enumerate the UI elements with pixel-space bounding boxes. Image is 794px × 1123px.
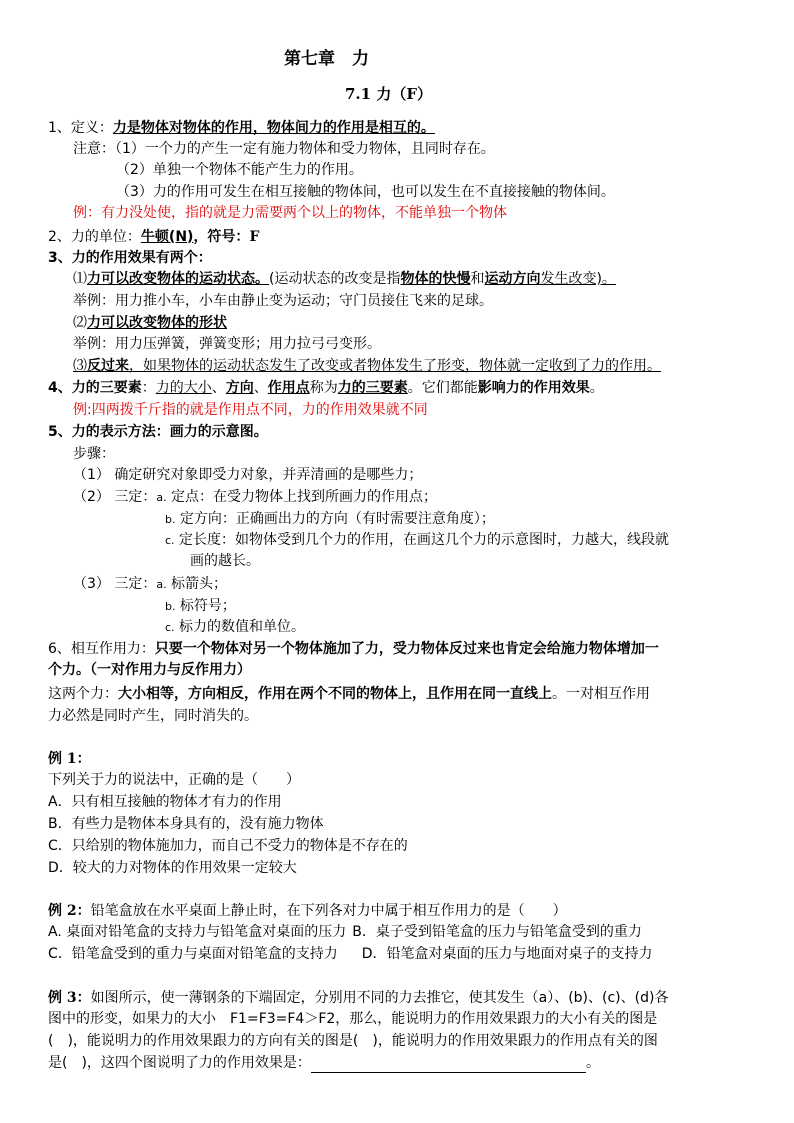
effect-3-marker: ⑶	[73, 358, 87, 374]
step-3b-line	[165, 596, 236, 617]
step-3b-marker: b.	[165, 600, 176, 613]
interaction-line-3	[48, 684, 650, 704]
effect-2-text: 力可以改变物体的形状	[87, 315, 227, 331]
step-2a-marker: a.	[156, 491, 167, 504]
symbol-text: F	[249, 229, 260, 245]
step-3c-line	[165, 617, 305, 638]
example-3-line-3: ( )，能说明力的作用效果跟力的方向有关的图是( )，能说明力的作用效果跟力的作用点有关的图	[48, 1033, 658, 1049]
example-2-option-b: B．桌子受到铅笔盒的压力与铅笔盒受到的重力	[352, 924, 642, 940]
example-3-line-2: 图中的形变，如果力的大小 F1=F3=F4＞F2，那么，能说明力的作用效果跟力的大小有关的图是	[48, 1011, 658, 1027]
example-3-label: 例 3：	[48, 990, 91, 1006]
step-3c-marker: c.	[165, 621, 175, 634]
example-2-question: 铅笔盒放在水平桌面上静止时，在下列各对力中属于相互作用力的是（ ）	[90, 903, 567, 919]
section-subtitle: 7.1 力（F）	[345, 85, 432, 103]
definition-text: 力是物体对物体的作用，物体间力的作用是相互的。	[112, 120, 435, 136]
effect-2-example: 举例：用力压弹簧，弹簧变形；用力拉弓弓变形。	[73, 336, 381, 352]
example-1-option-a: A．只有相互接触的物体才有力的作用	[48, 794, 282, 810]
effect-1-a: (运动状态的改变是指	[269, 271, 401, 287]
example-2-line	[48, 901, 567, 921]
step-2c: 定长度：如物体受到几个力的作用，在画这几个力的示意图时，力越大，线段就	[174, 532, 669, 548]
unit-line	[48, 227, 259, 247]
example-3-text-1: 如图所示，使一薄钢条的下端固定，分别用不同的力去推它，使其发生（a）、(b)、(c)、(d)各	[90, 990, 669, 1006]
step-2-label: （2） 三定：	[73, 489, 157, 505]
step-2c-cont: 画的越长。	[190, 553, 260, 569]
end-text-2: 。	[589, 380, 604, 396]
example-1-label: 例 1：	[48, 751, 91, 767]
step-3c: 标力的数值和单位。	[174, 619, 305, 635]
example-3-end: 。	[585, 1055, 600, 1071]
item-3-label: 3、力的作用效果有两个：	[48, 250, 212, 266]
example-note-red-2: 例:四两拨千斤指的就是作用点不同，力的作用效果就不同	[73, 402, 428, 418]
effect-1-example: 举例：用力推小车，小车由静止变为运动；守门员接住飞来的足球。	[73, 293, 493, 309]
effect-1-e: 发生改变)。	[540, 271, 616, 287]
step-1: （1） 确定研究对象即受力对象，并弄清画的是哪些力；	[73, 467, 423, 483]
sep-2: 、	[253, 380, 268, 396]
item-2-label: 2、力的单位：	[48, 229, 141, 245]
step-2-line	[73, 487, 437, 508]
interaction-text-1: 只要一个物体对另一个物体施加了力，受力物体反过来也肯定会给施力物体增加一	[154, 641, 659, 657]
interaction-line-2: 个力。（一对作用力与反作用力）	[48, 662, 251, 678]
interaction-end: 。一对相互作用	[552, 686, 650, 702]
effect-1-b: 物体的快慢	[400, 271, 471, 287]
step-3-line	[73, 574, 227, 595]
example-2-label: 例 2：	[48, 903, 91, 919]
answer-blank[interactable]	[311, 1058, 586, 1073]
element-direction: 方向	[225, 380, 254, 396]
item-4-label: 4、力的三要素	[48, 380, 142, 396]
step-3a-marker: a.	[156, 578, 167, 591]
interaction-pre: 这两个力：	[48, 686, 118, 702]
effect-1-marker: ⑴	[73, 271, 87, 287]
step-3b: 标符号；	[175, 598, 236, 614]
sep-1: 、	[211, 380, 226, 396]
three-elements-term: 力的三要素	[337, 380, 408, 396]
end-text-1: 。它们都能	[407, 380, 478, 396]
step-2b: 定方向：正确画出力的方向（有时需要注意角度）；	[175, 511, 495, 527]
effect-3-line	[73, 356, 661, 376]
example-1-option-b: B．有些力是物体本身具有的，没有施力物体	[48, 816, 324, 832]
three-elements-line	[48, 378, 604, 398]
example-3-line-4	[48, 1053, 600, 1073]
interaction-line-1	[48, 639, 659, 659]
example-2-row-2	[48, 944, 653, 964]
definition-line	[48, 118, 435, 138]
step-3a: 标箭头；	[166, 576, 228, 592]
effect-2-marker: ⑵	[73, 315, 87, 331]
example-2-row-1	[48, 922, 642, 942]
item-1-label: 1、定义：	[48, 120, 113, 136]
item-6-label: 6、相互作用力：	[48, 641, 155, 657]
step-2b-marker: b.	[165, 513, 176, 526]
symbol-prefix: ，符号：	[193, 229, 250, 245]
effect-1-c: 和	[470, 271, 485, 287]
element-point: 作用点	[267, 380, 310, 396]
step-3-label: （3） 三定：	[73, 576, 157, 592]
interaction-bold: 大小相等，方向相反，作用在两个不同的物体上，且作用在同一直线上	[118, 686, 552, 702]
example-2-option-d: D．铅笔盒对桌面的压力与地面对桌子的支持力	[361, 946, 653, 962]
note-3: （3）力的作用可发生在相互接触的物体间，也可以发生在不直接接触的物体间。	[116, 184, 615, 200]
step-2c-marker: c.	[165, 534, 175, 547]
page-title: 第七章 力	[284, 49, 369, 69]
example-1-option-d: D．较大的力对物体的作用效果一定较大	[48, 860, 297, 876]
example-note-red: 例：有力没处使，指的就是力需要两个以上的物体，不能单独一个物体	[73, 205, 507, 221]
example-1-question: 下列关于力的说法中，正确的是（ ）	[48, 772, 300, 788]
effect-term: 影响力的作用效果	[477, 380, 590, 396]
step-2b-line	[165, 509, 495, 530]
effect-1-line	[73, 269, 616, 289]
effect-1-text: 力可以改变物体的运动状态。	[87, 271, 269, 287]
effect-2-line	[73, 313, 227, 333]
item-5-label: 5、力的表示方法：画力的示意图。	[48, 424, 268, 440]
step-2c-line	[165, 530, 669, 551]
interaction-line-4: 力必然是同时产生，同时消失的。	[48, 708, 258, 724]
example-2-option-c: C．铅笔盒受到的重力与桌面对铅笔盒的支持力	[48, 946, 338, 962]
steps-label: 步骤：	[73, 446, 115, 462]
note-1: 注意：（1）一个力的产生一定有施力物体和受力物体，且同时存在。	[73, 141, 495, 157]
example-1-option-c: C．只给别的物体施加力，而自己不受力的物体是不存在的	[48, 838, 408, 854]
example-2-option-a: A. 桌面对铅笔盒的支持力与铅笔盒对桌面的压力	[48, 924, 347, 940]
unit-text: 牛顿(N)	[140, 229, 194, 245]
step-2a: 定点：在受力物体上找到所画力的作用点；	[166, 489, 438, 505]
effect-3-text: ，如果物体的运动状态发生了改变或者物体发生了形变，物体就一定收到了力的作用。	[129, 358, 661, 374]
example-3-line-1	[48, 988, 668, 1008]
effect-3-bold: 反过来	[87, 358, 129, 374]
example-3-text-4: 是( )，这四个图说明了力的作用效果是：	[48, 1055, 311, 1071]
note-2: （2）单独一个物体不能产生力的作用。	[116, 162, 363, 178]
element-size: 力的大小	[155, 380, 212, 396]
mid-text: 称为	[309, 380, 338, 396]
effect-1-d: 运动方向	[484, 271, 541, 287]
item-4-colon: ：	[141, 380, 156, 396]
